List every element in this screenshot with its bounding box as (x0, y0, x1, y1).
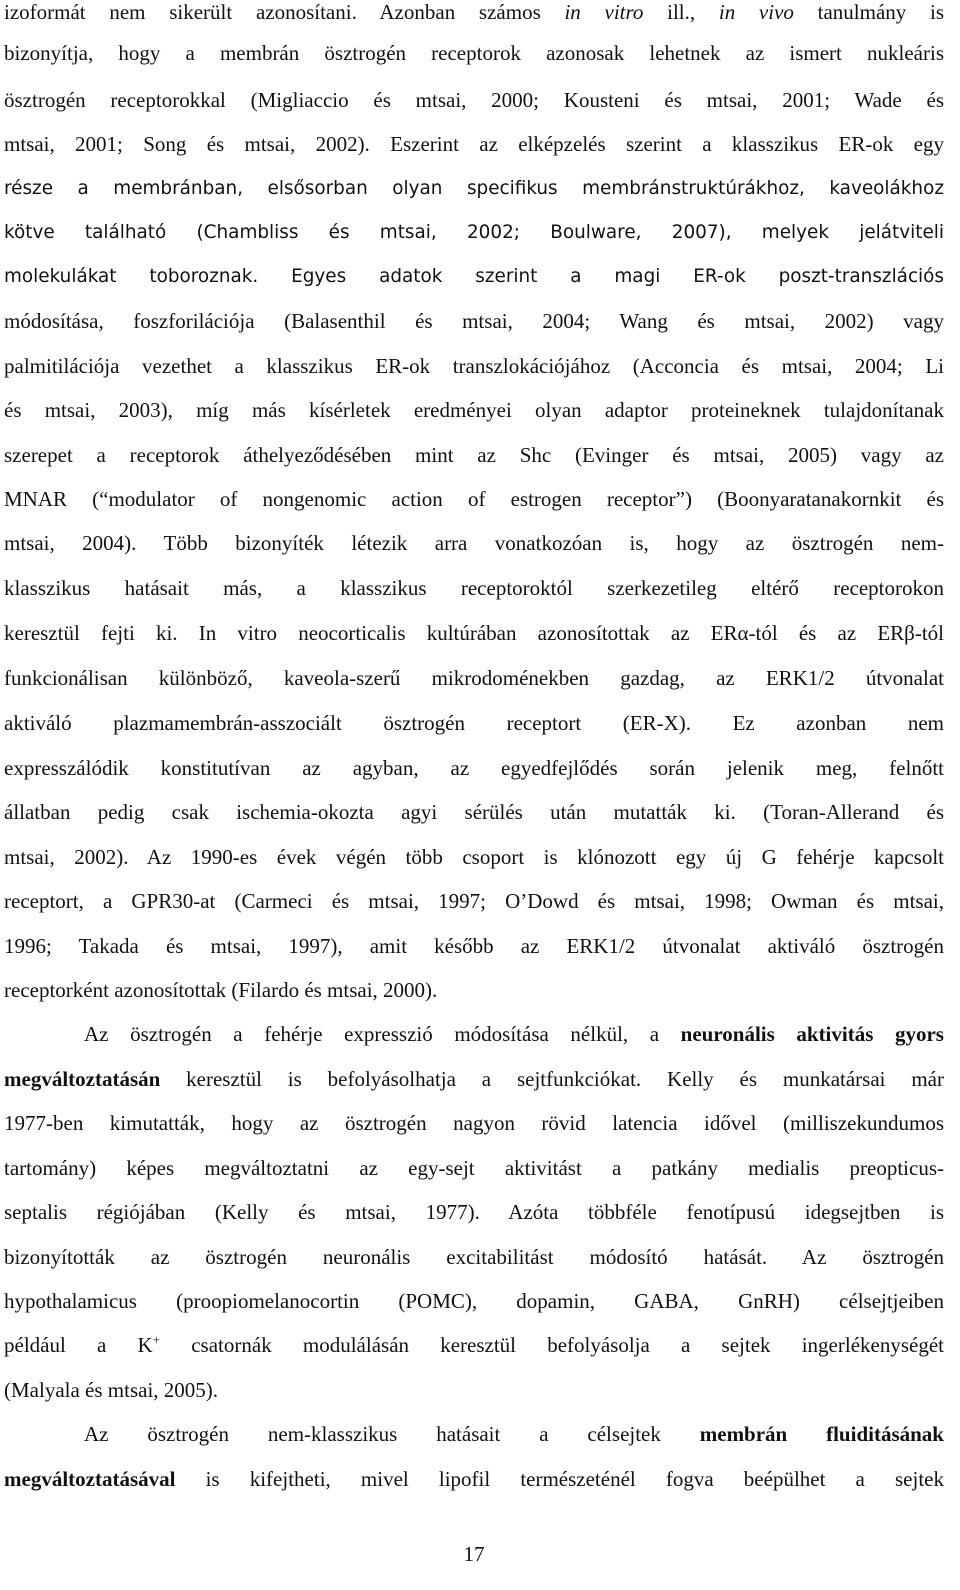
text-span: módosítása, foszforilációja (Balasenthil és mtsai, 2004; Wang és mtsai, 2002) vagy (4, 309, 944, 333)
text-line (4, 218, 944, 248)
text-line (4, 440, 944, 470)
text-span: is kifejtheti, mivel lipofil természeténél fogva beépülhet a sejtek (175, 1467, 944, 1491)
text-line (4, 1375, 944, 1405)
text-span: keresztül fejti ki. In vitro neocorticalis kultúrában azonosítottak az ERα-tól és az ERβ-tól (4, 621, 944, 645)
text-span: kötve található (Chambliss és mtsai, 2002; Boulware, 2007), melyek jelátviteli (4, 222, 944, 243)
text-span: keresztül is befolyásolhatja a sejtfunkciókat. Kelly és munkatársai már (160, 1067, 944, 1091)
text-span: funkcionálisan különböző, kaveola-szerű mikrodoménekben gazdag, az ERK1/2 útvonalat (4, 666, 944, 690)
text-line (4, 753, 944, 783)
text-span: tartomány) képes megváltoztatni az egy-sejt aktivitást a patkány medialis preopticus- (4, 1156, 944, 1180)
text-span: molekulákat toboroznak. Egyes adatok szerint a magi ER-ok poszt-transzlációs (4, 266, 944, 287)
text-line (4, 886, 944, 916)
text-span: Az ösztrogén a fehérje expresszió módosítása nélkül, a (84, 1022, 681, 1046)
text-line (4, 1286, 944, 1316)
text-span: izoformát nem sikerült azonosítani. Azonban számos (4, 0, 565, 24)
text-line (4, 1197, 944, 1227)
text-line (4, 573, 944, 603)
text-span: ösztrogén receptorokkal (Migliaccio és mtsai, 2000; Kousteni és mtsai, 2001; Wade és (4, 88, 944, 112)
text-span: csatornák modulálásán keresztül befolyásolja a sejtek ingerlékenységét (160, 1333, 944, 1357)
text-span: MNAR (“modulator of nongenomic action of estrogen receptor”) (Boonyaratanakornkit és (4, 487, 944, 511)
text-line (4, 663, 944, 693)
text-span: bizonyítja, hogy a membrán ösztrogén receptorok azonosak lehetnek az ismert nukleáris (4, 41, 944, 65)
text-span: állatban pedig csak ischemia-okozta agyi sérülés után mutatták ki. (Toran-Allerand és (4, 800, 944, 824)
text-line (4, 708, 944, 738)
text-span: mtsai, 2002). Az 1990-es évek végén több csoport is klónozott egy új G fehérje kapcsolt (4, 845, 944, 869)
text-line (4, 1108, 944, 1138)
superscript: + (152, 1332, 161, 1347)
text-line (4, 797, 944, 827)
text-line (84, 1419, 944, 1449)
text-span: septalis régiójában (Kelly és mtsai, 1977). Azóta többféle fenotípusú idegsejtben is (4, 1200, 944, 1224)
text-line (4, 618, 944, 648)
text-span: tanulmány is (793, 0, 944, 24)
text-line (4, 351, 944, 381)
text-line (4, 1242, 944, 1272)
text-line (4, 38, 944, 68)
text-span: 1996; Takada és mtsai, 1997), amit később az ERK1/2 útvonalat aktiváló ösztrogén (4, 934, 944, 958)
text-span: mtsai, 2001; Song és mtsai, 2002). Eszerint az elképzelés szerint a klasszikus ER-ok egy (4, 132, 944, 156)
text-span: és mtsai, 2003), míg más kísérletek eredményei olyan adaptor proteineknek tulajdonítanak (4, 398, 944, 422)
page-number: 17 (463, 1542, 485, 1566)
text-span: ill., (643, 0, 719, 24)
text-span: szerepet a receptorok áthelyeződésében mint az Shc (Evinger és mtsai, 2005) vagy az (4, 443, 944, 467)
text-span: receptorként azonosítottak (Filardo és mtsai, 2000). (4, 978, 438, 1002)
bold-text: membrán fluiditásának (699, 1422, 944, 1446)
bold-text: megváltoztatásán (4, 1067, 161, 1091)
text-line (4, 1464, 944, 1494)
text-span: hypothalamicus (proopiomelanocortin (POMC), dopamin, GABA, GnRH) célsejtjeiben (4, 1289, 944, 1313)
text-line (84, 1019, 944, 1049)
text-line (4, 0, 944, 27)
text-line (4, 1330, 944, 1360)
text-span: bizonyították az ösztrogén neuronális excitabilitást módosító hatását. Az ösztrogén (4, 1245, 944, 1269)
text-span: receptort, a GPR30-at (Carmeci és mtsai, 1997; O’Dowd és mtsai, 1998; Owman és mtsai, (4, 889, 944, 913)
text-line (4, 1064, 944, 1094)
text-line (4, 85, 944, 115)
text-line (4, 931, 944, 961)
text-line (4, 395, 944, 425)
text-span: része a membránban, elsősorban olyan specifikus membránstruktúrákhoz, kaveolákhoz (4, 178, 944, 199)
bold-text: megváltoztatásával (4, 1467, 176, 1491)
text-line (4, 528, 944, 558)
text-span: például a K (4, 1333, 153, 1357)
text-span: aktiváló plazmamembrán-asszociált ösztrogén receptort (ER-X). Ez azonban nem (4, 711, 944, 735)
text-span: Az ösztrogén nem-klasszikus hatásait a célsejtek (84, 1422, 700, 1446)
text-line (4, 306, 944, 336)
text-span: (Malyala és mtsai, 2005). (4, 1378, 219, 1402)
text-span: mtsai, 2004). Több bizonyíték létezik arra vonatkozóan is, hogy az ösztrogén nem- (4, 531, 944, 555)
text-line (4, 1153, 944, 1183)
text-span: expresszálódik konstitutívan az agyban, az egyedfejlődés során jelenik meg, felnőtt (4, 756, 944, 780)
text-span: palmitilációja vezethet a klasszikus ER-ok transzlokációjához (Acconcia és mtsai, 2004; Li (4, 354, 944, 378)
text-line (4, 484, 944, 514)
text-line (4, 262, 944, 292)
text-line (4, 174, 944, 204)
text-span: 1977-ben kimutatták, hogy az ösztrogén nagyon rövid latencia idővel (milliszekundumos (4, 1111, 944, 1135)
text-span: klasszikus hatásait más, a klasszikus receptoroktól szerkezetileg eltérő receptorokon (4, 576, 944, 600)
text-line (4, 129, 944, 159)
bold-text: neuronális aktivitás gyors (680, 1022, 944, 1046)
text-line (4, 842, 944, 872)
text-line (4, 975, 944, 1005)
italic-text: in vivo (718, 0, 794, 24)
italic-text: in vitro (564, 0, 644, 24)
